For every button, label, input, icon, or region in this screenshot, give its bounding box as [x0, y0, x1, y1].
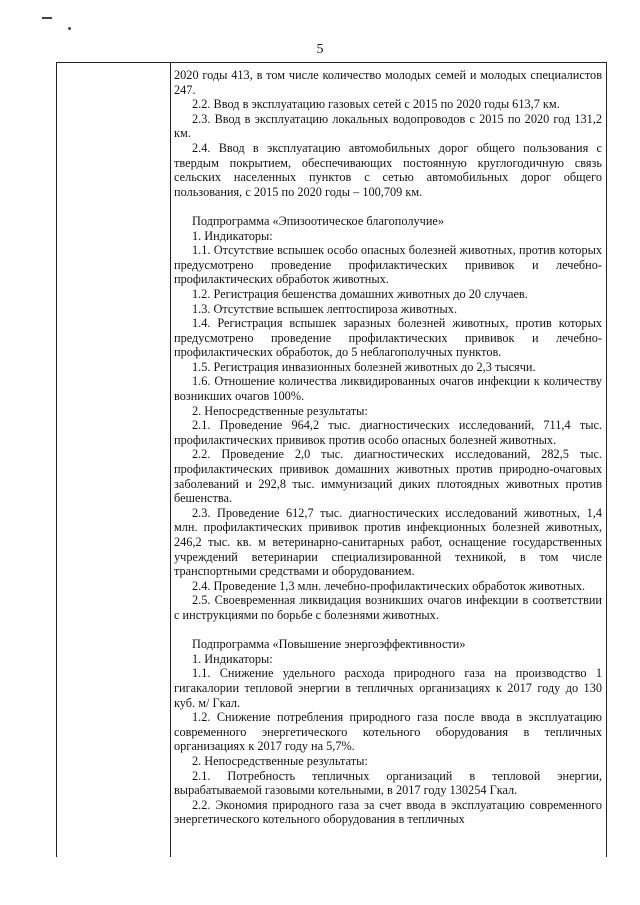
paragraph: 1.4. Регистрация вспышек заразных болезней животных, против которых предусмотрено проведение профилактических прививок и лечебно-профилактических обработок, до 5 неблагополучных пунктов. [174, 316, 602, 360]
scan-dot [68, 27, 71, 30]
paragraph: 2. Непосредственные результаты: [192, 403, 368, 418]
paragraph-gap [174, 623, 602, 638]
paragraph: 2.2. Ввод в эксплуатацию газовых сетей с 2015 по 2020 годы 613,7 км. [192, 97, 560, 112]
paragraph: 1.1. Снижение удельного расхода природного газа на производство 1 гигакалории тепловой энергии в тепличных организациях к 2017 году до 130 куб. м/ Гкал. [174, 666, 602, 710]
paragraph: 1.6. Отношение количества ликвидированных очагов инфекции к количеству возникших очагов 100%. [174, 374, 602, 404]
paragraph: Подпрограмма «Эпизоотическое благополучие» [192, 213, 445, 228]
paragraph: 1.5. Регистрация инвазионных болезней животных до 2,3 тысячи. [192, 359, 536, 374]
scan-mark [42, 17, 52, 19]
paragraph: Подпрограмма «Повышение энергоэффективности» [192, 637, 466, 652]
paragraph: 2.1. Проведение 964,2 тыс. диагностических исследований, 711,4 тыс. профилактических прививок против особо опасных болезней животных. [174, 418, 602, 447]
paragraph: 2020 годы 413, в том числе количество молодых семей и молодых специалистов 247. [174, 68, 602, 97]
paragraph: 1. Индикаторы: [192, 228, 273, 243]
paragraph: 1. Индикаторы: [192, 651, 273, 666]
paragraph: 1.2. Снижение потребления природного газа после ввода в эксплуатацию современного энергетического котельного оборудования в тепличных организациях к 2017 году на 5,7%. [174, 710, 602, 754]
table-column-divider [170, 62, 171, 857]
page-number: 5 [316, 42, 324, 57]
paragraph: 2.4. Ввод в эксплуатацию автомобильных дорог общего пользования с твердым покрытием, обеспечивающих постоянную круглогодичную связь сельских населенных пунктов с сетью автомобильных дорог общего пользования, с 2015 по 2020 годы – 100,709 км. [174, 140, 602, 199]
paragraph: 2.2. Проведение 2,0 тыс. диагностических исследований, 282,5 тыс. профилактических прививок домашних животных против природно-очаговых заболеваний и 292,8 тыс. иммунизаций диких плотоядных животных против бешенства. [174, 447, 602, 506]
paragraph: 2.5. Своевременная ликвидация возникших очагов инфекции в соответствии с инструкциями по борьбе с болезнями животных. [174, 593, 602, 622]
paragraph: 2.2. Экономия природного газа за счет ввода в эксплуатацию современного энергетического котельного оборудования в тепличных [174, 797, 602, 827]
paragraph: 1.2. Регистрация бешенства домашних животных до 20 случаев. [192, 286, 528, 301]
paragraph: 1.3. Отсутствие вспышек лептоспироза животных. [192, 301, 458, 316]
paragraph: 2.3. Проведение 612,7 тыс. диагностических исследований животных, 1,4 млн. профилактических прививок против инфекционных болезней животных, 246,2 тыс. кв. м ветеринарно-санитарных работ, оснащение государственных учреждений ветеринарии специализированной техникой, в том числе транспортными средствами и оборудованием. [174, 505, 602, 579]
paragraph: 2.1. Потребность тепличных организаций в тепловой энергии, вырабатываемой газовыми котельными, в 2017 году 130254 Гкал. [174, 768, 602, 798]
paragraph: 2. Непосредственные результаты: [192, 753, 368, 768]
paragraph: 2.4. Проведение 1,3 млн. лечебно-профилактических обработок животных. [192, 578, 586, 593]
table-content-cell [174, 68, 602, 827]
paragraph-gap [174, 199, 602, 214]
paragraph: 1.1. Отсутствие вспышек особо опасных болезней животных, против которых предусмотрено проведение профилактических прививок и лечебно-профилактических обработок животных. [174, 243, 602, 287]
paragraph: 2.3. Ввод в эксплуатацию локальных водопроводов с 2015 по 2020 год 131,2 км. [174, 111, 602, 141]
